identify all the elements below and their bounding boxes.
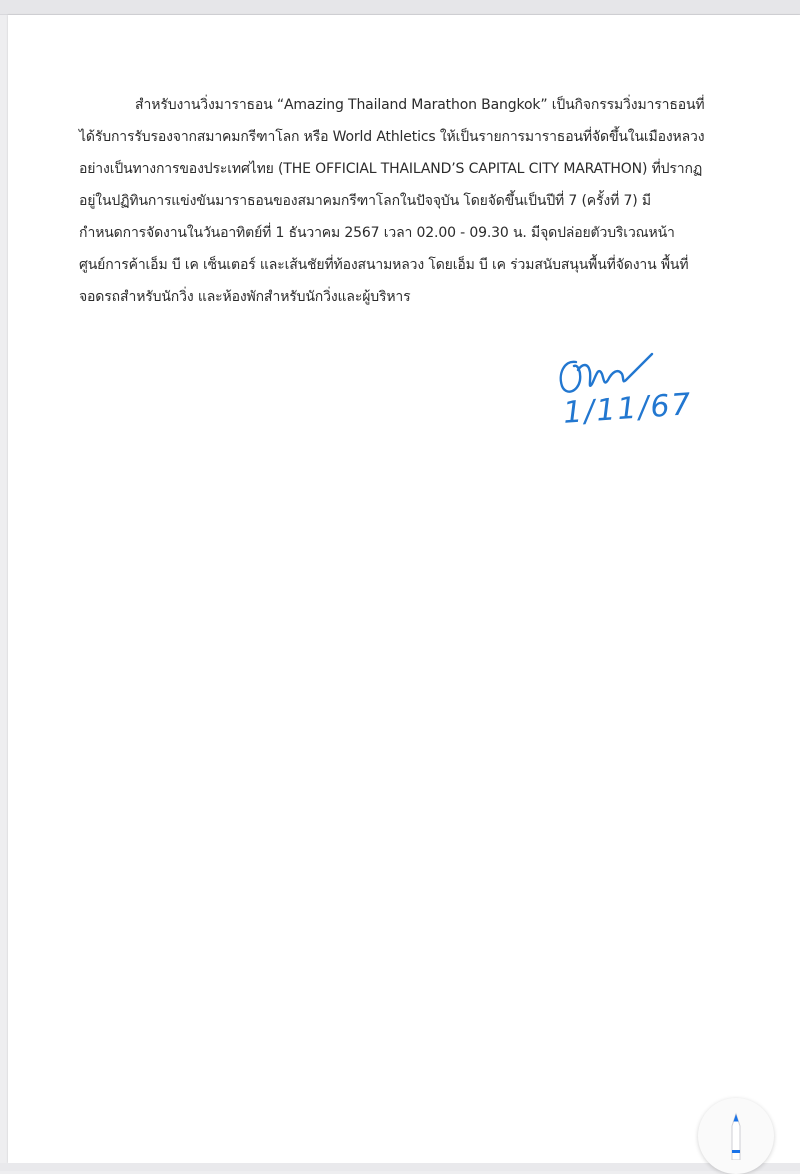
paragraph-line: ได้รับการรับรองจากสมาคมกรีฑาโลก หรือ World Athletics ให้เป็นรายการมาราธอนที่จัดขึ้นในเมืองหลวง (79, 129, 705, 145)
paragraph-line: อยู่ในปฏิทินการแข่งขันมาราธอนของสมาคมกรีฑาโลกในปัจจุบัน โดยจัดขึ้นเป็นปีที่ 7 (ครั้งที่ 7) มี (79, 193, 651, 209)
paragraph-line: ศูนย์การค้าเอ็ม บี เค เซ็นเตอร์ และเส้นชัยที่ท้องสนามหลวง โดยเอ็ม บี เค ร่วมสนับสนุนพื้นที่จัดงาน พื้นที่ (79, 257, 689, 273)
paragraph-line: จอดรถสำหรับนักวิ่ง และห้องพักสำหรับนักวิ่งและผู้บริหาร (79, 289, 411, 305)
viewer-top-bar (0, 0, 800, 15)
signature-date: 1/11/67 (562, 386, 694, 431)
pencil-icon (724, 1112, 748, 1160)
viewer-bottom-bar (0, 1163, 800, 1171)
annotate-pencil-button[interactable] (698, 1098, 774, 1174)
paragraph-line: สำหรับงานวิ่งมาราธอน “Amazing Thailand Marathon Bangkok” เป็นกิจกรรมวิ่งมาราธอนที่ (135, 97, 705, 113)
paragraph-line: อย่างเป็นทางการของประเทศไทย (THE OFFICIAL THAILAND’S CAPITAL CITY MARATHON) ที่ปรากฏ (79, 161, 703, 177)
document-paragraph (79, 89, 719, 313)
paragraph-line: กำหนดการจัดงานในวันอาทิตย์ที่ 1 ธันวาคม 2567 เวลา 02.00 - 09.30 น. มีจุดปล่อยตัวบริเวณหน้า (79, 225, 675, 241)
handwritten-signature (548, 340, 694, 440)
